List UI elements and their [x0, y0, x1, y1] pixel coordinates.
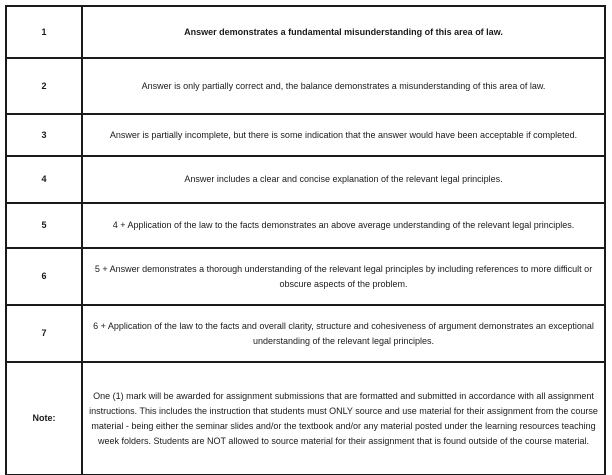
criteria-cell: Answer includes a clear and concise explanation of the relevant legal principles. — [82, 156, 605, 203]
criteria-cell: 5 + Answer demonstrates a thorough understanding of the relevant legal principles by including references to more difficult or obscure aspects of the problem. — [82, 248, 605, 305]
criteria-cell: 6 + Application of the law to the facts and overall clarity, structure and cohesiveness of argument demonstrates an exceptional understanding of the relevant legal principles. — [82, 305, 605, 362]
note-label-cell: Note: — [6, 362, 82, 475]
table-row — [6, 6, 605, 58]
mark-cell: 6 — [6, 248, 82, 305]
criteria-cell: Answer is partially incomplete, but there is some indication that the answer would have been acceptable if completed. — [82, 114, 605, 156]
table-row — [6, 58, 605, 114]
mark-cell: 4 — [6, 156, 82, 203]
table-row — [6, 305, 605, 362]
mark-cell: 5 — [6, 203, 82, 248]
table-row — [6, 114, 605, 156]
mark-cell: 7 — [6, 305, 82, 362]
mark-cell: 2 — [6, 58, 82, 114]
criteria-cell: Answer is only partially correct and, the balance demonstrates a misunderstanding of this area of law. — [82, 58, 605, 114]
grading-rubric-table — [5, 5, 606, 475]
mark-cell: 1 — [6, 6, 82, 58]
table-row-note — [6, 362, 605, 475]
note-text-cell: One (1) mark will be awarded for assignment submissions that are formatted and submitted in accordance with all assignment instructions. This includes the instruction that students must ONLY source and use material for their assignment from the course material - being either the seminar slides and/or the textbook and/or any material posted under the learning resources teaching week folders. Students are NOT allowed to source material for their assignment that is found outside of the course material. — [82, 362, 605, 475]
criteria-cell: 4 + Application of the law to the facts demonstrates an above average understanding of the relevant legal principles. — [82, 203, 605, 248]
table-row — [6, 248, 605, 305]
mark-cell: 3 — [6, 114, 82, 156]
table-row — [6, 203, 605, 248]
criteria-cell: Answer demonstrates a fundamental misunderstanding of this area of law. — [82, 6, 605, 58]
table-row — [6, 156, 605, 203]
